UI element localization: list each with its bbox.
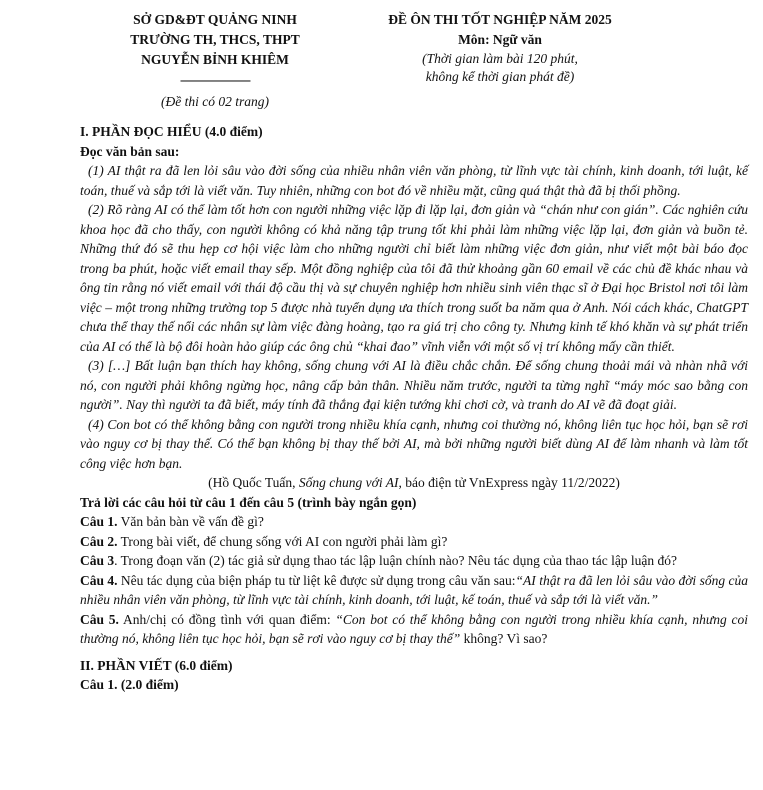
question-3-label: Câu 3 — [80, 553, 115, 568]
reading-intro: Đọc văn bản sau: — [80, 143, 180, 159]
exam-body — [80, 122, 748, 695]
question-5-text: Anh/chị có đồng tình với quan điểm: — [118, 611, 336, 627]
question-3 — [80, 551, 748, 571]
question-2-text: Trong bài viết, để chung sống với AI con người phải làm gì? — [117, 533, 448, 549]
passage-paragraph-2: (2) Rõ ràng AI có thể làm tốt hơn con người những việc lặp đi lặp lại, đơn giản và “chán như con gián”. Các nghiên cứu khoa học đã cho thấy, con người không có khả năng tập trung tốt khi phải làm những việc lặp lại, đơn giản và buồn tẻ. Những thứ đó sẽ thu hẹp cơ hội việc làm cho những người chỉ biết làm những việc đơn giản, như viết một bài báo đọc trong ba phút, hoặc viết email thay sếp. Một đồng nghiệp của tôi đã thử khoảng gần 60 email về các chủ đề khác nhau và ông tin rằng nó viết email với thái độ cầu thị và sự chuyên nghiệp hơn nhiều sinh viên thạc sĩ ở Đại học Bristol nơi tôi làm việc – một trong những trường top 5 được nhà tuyển dụng ưa thích trong suốt ba năm qua ở Anh. Nói cách khác, ChatGPT chưa thể thay thế nổi các nhân sự làm việc đàng hoàng, tạo ra giá trị cho công ty. Nhưng kinh tế khó khăn và sự phát triển của AI có thể là bộ đôi hoàn hảo giúp các ông chủ “khai đao” vĩnh viễn với một số vị trí không mấy cần thiết. — [80, 202, 748, 354]
subject-label: Môn: Ngữ văn — [458, 32, 542, 47]
section2-question-1: Câu 1. (2.0 điểm) — [80, 677, 179, 692]
question-4-label: Câu 4. — [80, 572, 118, 588]
question-5-tail: không? Vì sao? — [460, 631, 548, 646]
question-4-text: Nêu tác dụng của biện pháp tu từ liệt kê được sử dụng trong câu văn sau: — [117, 572, 516, 588]
section1-title: I. PHẦN ĐỌC HIỂU (4.0 điểm) — [80, 124, 263, 139]
question-2 — [80, 532, 748, 552]
school-name-line2: NGUYỄN BỈNH KHIÊM — [141, 52, 289, 67]
question-4 — [80, 571, 748, 610]
passage-paragraph-3: (3) […] Bất luận bạn thích hay không, sống chung với AI là điều chắc chắn. Để sống chung thoải mái và nhàn nhã với nó, con người phải không ngừng học, nâng cấp bản thân. Nhiều năm trước, người ta từng nghĩ “máy móc sao bằng con người”. Nay thì người ta đã biết, máy tính đã thắng đại kiện tướng khi chơi cờ, và tranh do AI vẽ đã đoạt giải. — [80, 358, 748, 412]
school-header — [100, 10, 330, 112]
question-5 — [80, 610, 748, 649]
passage-paragraph-4: (4) Con bot có thể không bằng con người trong nhiều khía cạnh, nhưng coi thường nó, không liên tục học hỏi, bạn sẽ rơi vào nguy cơ bị thay thế. Có thể bạn không bị thay thế bởi AI, mà bởi những người biết dùng AI để làm nhanh và làm tốt công việc hơn bạn. — [80, 416, 748, 471]
passage-source — [80, 473, 748, 493]
time-note-line1: (Thời gian làm bài 120 phút, — [422, 51, 578, 66]
page-count-note: (Đề thi có 02 trang) — [161, 94, 269, 109]
department-name: SỞ GD&ĐT QUẢNG NINH — [133, 12, 297, 27]
question-5-label: Câu 5. — [80, 611, 119, 627]
question-5-quote: “Con bot có thể không bằng con người trong nhiều khía cạnh, nhưng coi thường nó, không liên tục học hỏi, bạn sẽ rơi vào nguy cơ bị thay thế” — [80, 611, 749, 646]
question-1-text: Văn bản bàn về vấn đề gì? — [117, 514, 264, 529]
source-prefix: (Hồ Quốc Tuấn, — [208, 475, 299, 490]
question-instruction: Trả lời các câu hỏi từ câu 1 đến câu 5 (trình bày ngắn gọn) — [80, 494, 417, 510]
question-2-label: Câu 2. — [80, 533, 118, 549]
source-title: Sống chung với AI — [298, 475, 399, 490]
question-1-label: Câu 1. — [80, 514, 118, 529]
passage-paragraph-1: (1) AI thật ra đã len lỏi sâu vào đời sống của nhiều nhân viên văn phòng, từ lĩnh vực tài chính, kinh doanh, tới luật, kế toán, thuế và sắp tới là viết văn. Tuy nhiên, những con bot đó về nhiều mặt, cũng quá thật thà đã bị thối phồng. — [80, 163, 748, 198]
source-suffix: , báo điện tử VnExpress ngày 11/2/2022) — [398, 475, 620, 490]
time-note-line2: không kể thời gian phát đề) — [425, 69, 575, 84]
exam-header — [360, 10, 640, 86]
school-name-line1: TRƯỜNG TH, THCS, THPT — [130, 32, 300, 47]
header-divider: -------------------- — [180, 72, 250, 87]
question-4-quote: “AI thật ra đã len lỏi sâu vào đời sống của nhiều nhân viên văn phòng, từ lĩnh vực tài chính, kinh doanh, tới luật, kế toán, thuế và sắp tới là viết văn.” — [80, 572, 748, 607]
exam-title: ĐỀ ÔN THI TỐT NGHIỆP NĂM 2025 — [388, 12, 612, 27]
section2-title: II. PHẦN VIẾT (6.0 điểm) — [80, 657, 233, 673]
question-1 — [80, 512, 748, 532]
question-3-text: . Trong đoạn văn (2) tác giả sử dụng thao tác lập luận chính nào? Nêu tác dụng của thao tác lập luận đó? — [114, 553, 678, 568]
